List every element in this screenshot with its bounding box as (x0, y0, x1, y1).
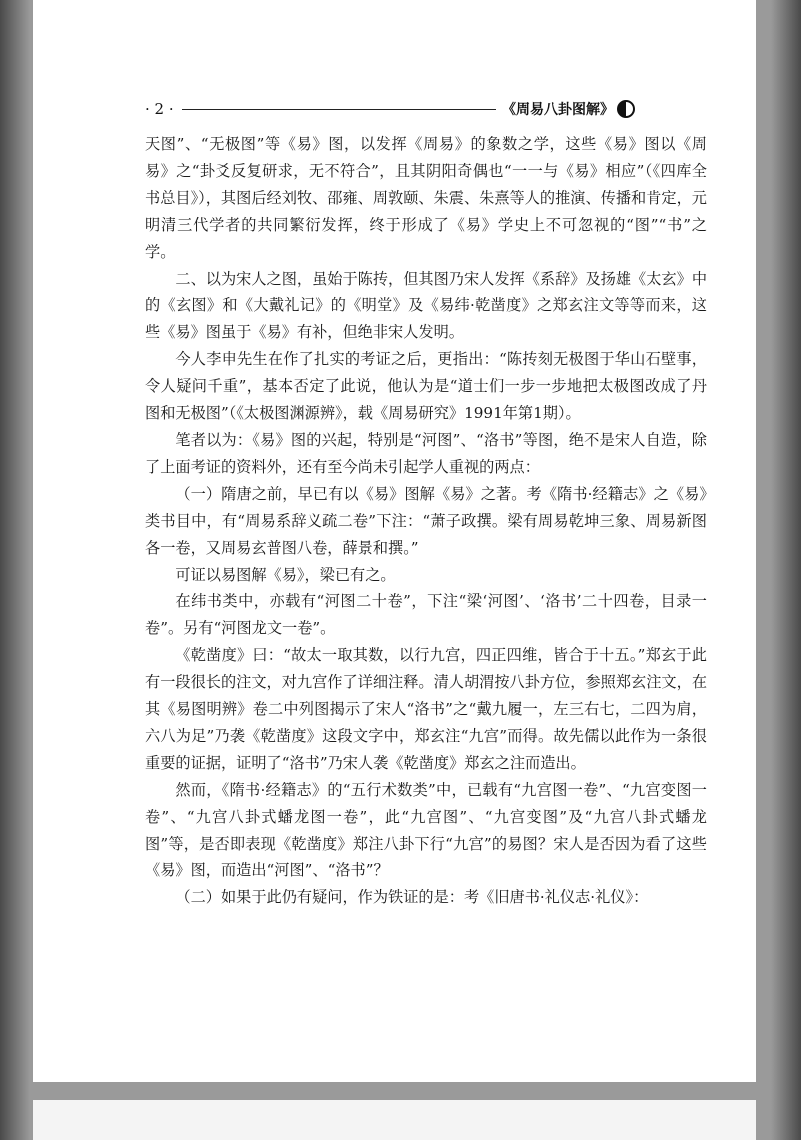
paragraph: 今人李申先生在作了扎实的考证之后，更指出：“陈抟刻无极图于华山石壁事，令人疑问千重”，基本否定了此说，他认为是“道士们一步一步地把太极图改成了丹图和无极图”（《太极图渊源辨》，载《周易研究》1991年第1期）。 (145, 350, 707, 423)
next-page-edge (33, 1100, 756, 1140)
header-rule (182, 109, 496, 110)
paragraph: 天图”、“无极图”等《易》图，以发挥《周易》的象数之学，这些《易》图以《周易》之“卦爻反复研求，无不符合”，且其阴阳奇偶也“一一与《易》相应”（《四库全书总目》），其图后经刘牧、邵雍、周敦颐、朱震、朱熹等人的推演、传播和肯定，元明清三代学者的共同繁衍发挥，终于形成了《易》学史上不可忽视的“图”“书”之学。 (145, 135, 707, 261)
yin-yang-icon (617, 100, 635, 118)
paragraph: 笔者以为：《易》图的兴起，特别是“河图”、“洛书”等图，绝不是宋人自造，除了上面考证的资料外，还有至今尚未引起学人重视的两点： (145, 430, 707, 476)
paragraph: 二、以为宋人之图，虽始于陈抟，但其图乃宋人发挥《系辞》及扬雄《太玄》中的《玄图》和《大戴礼记》的《明堂》及《易纬·乾凿度》之郑玄注文等等而来，这些《易》图虽于《易》有补，但绝非宋人发明。 (145, 269, 707, 342)
paragraph: 可证以易图解《易》，梁已有之。 (175, 565, 396, 584)
paragraph: （二）如果于此仍有疑问，作为铁证的是：考《旧唐书·礼仪志·礼仪》： (175, 888, 649, 907)
paragraph: 然而，《隋书·经籍志》的“五行术数类”中，已载有“九宫图一卷”、“九宫变图一卷”、“九宫八卦式蟠龙图一卷”，此“九宫图”、“九宫变图”及“九宫八卦式蟠龙图”等，是否即表现《乾凿度》郑注八卦下行“九宫”的易图？宋人是否因为看了这些《易》图，而造出“河图”、“洛书”？ (145, 780, 707, 880)
book-page (33, 0, 756, 1082)
page-header (145, 96, 635, 122)
paragraph: 在纬书类中，亦载有“河图二十卷”，下注“梁‘河图’、‘洛书’二十四卷，目录一卷”。另有“河图龙文一卷”。 (145, 592, 707, 638)
body-text (145, 131, 707, 911)
page-number: · 2 · (145, 100, 174, 118)
paragraph: （一）隋唐之前，早已有以《易》图解《易》之著。考《隋书·经籍志》之《易》类书目中，有“周易系辞义疏二卷”下注：“萧子政撰。梁有周易乾坤三象、周易新图各一卷，又周易玄普图八卷，薛景和撰。” (145, 484, 707, 557)
paragraph: 《乾凿度》曰：“故太一取其数，以行九宫，四正四维，皆合于十五。”郑玄于此有一段很长的注文，对九宫作了详细注释。清人胡渭按八卦方位，参照郑玄注文，在其《易图明辨》卷二中列图揭示了宋人“洛书”之“戴九履一，左三右七，二四为肩，六八为足”乃袭《乾凿度》这段文字中，郑玄注“九宫”而得。故先儒以此作为一条很重要的证据，证明了“洛书”乃宋人袭《乾凿度》郑玄之注而造出。 (145, 646, 707, 772)
book-title: 《周易八卦图解》 (502, 102, 614, 118)
